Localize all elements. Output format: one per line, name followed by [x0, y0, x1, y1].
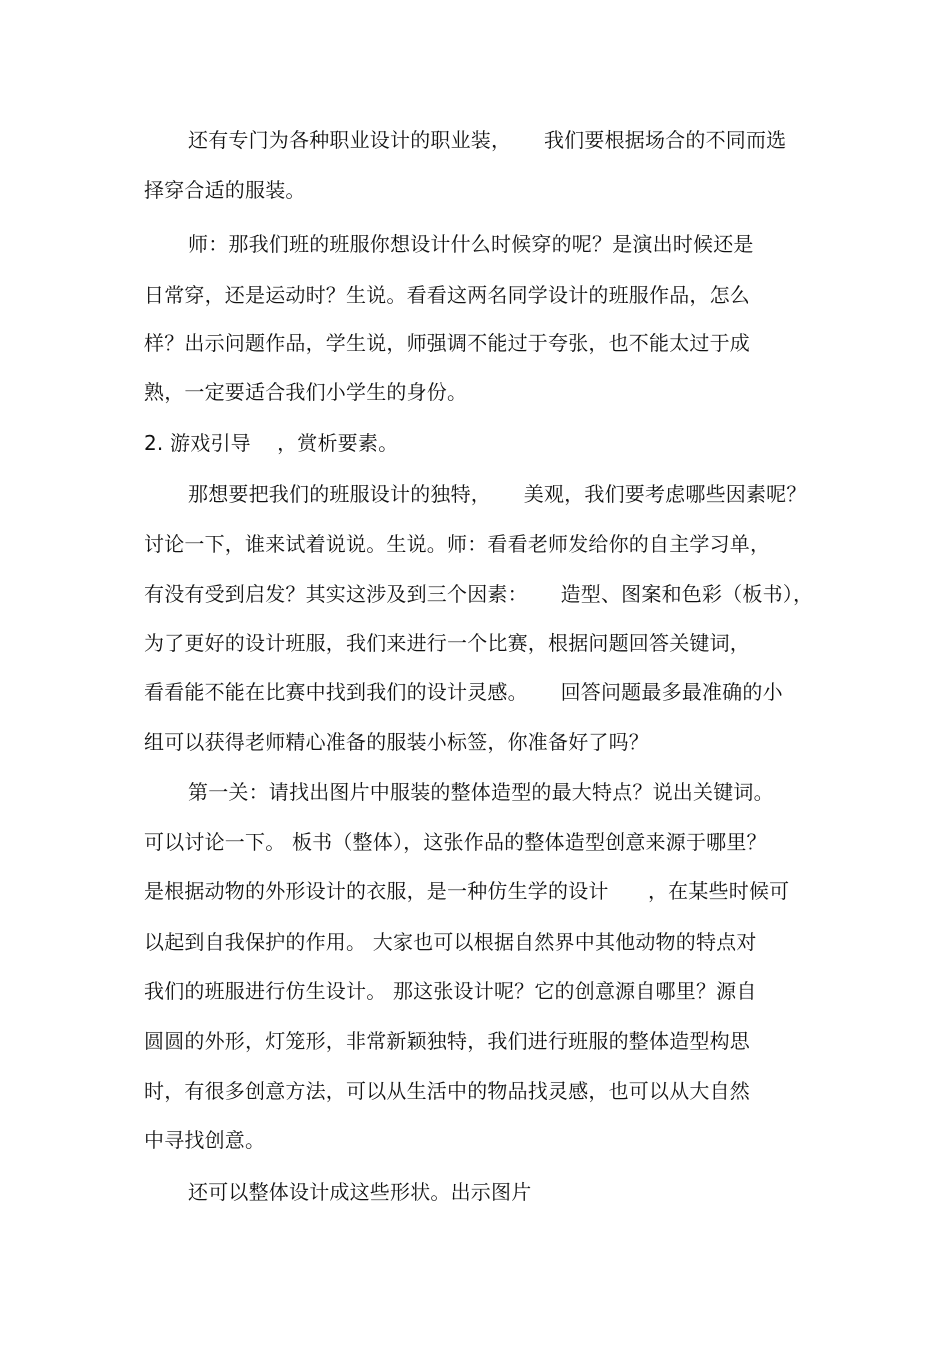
paragraph-line: 我们的班服进行仿生设计。 那这张设计呢？它的创意源自哪里？源自 — [144, 979, 757, 1003]
paragraph-line: 日常穿，还是运动时？生说。看看这两名同学设计的班服作品，怎么 — [144, 283, 750, 307]
paragraph-line: 圆圆的外形，灯笼形，非常新颖独特，我们进行班服的整体造型构思 — [144, 1029, 750, 1053]
paragraph-line: 那想要把我们的班服设计的独特， 美观，我们要考虑哪些因素呢？ — [188, 482, 807, 506]
paragraph-line: 组可以获得老师精心准备的服装小标签，你准备好了吗？ — [144, 730, 649, 754]
paragraph-line: 第一关：请找出图片中服装的整体造型的最大特点？说出关键词。 — [188, 780, 774, 804]
paragraph-line: 以起到自我保护的作用。 大家也可以根据自然界中其他动物的特点对 — [144, 930, 757, 954]
paragraph-line: 有没有受到启发？其实这涉及到三个因素： 造型、图案和色彩（板书）， — [144, 582, 814, 606]
paragraph-line: 熟，一定要适合我们小学生的身份。 — [144, 380, 468, 404]
paragraph-line: 讨论一下，谁来试着说说。生说。师：看看老师发给你的自主学习单， — [144, 532, 771, 556]
paragraph-line: 师：那我们班的班服你想设计什么时候穿的呢？是演出时候还是 — [188, 232, 754, 256]
paragraph-line: 可以讨论一下。 板书（整体），这张作品的整体造型创意来源于哪里？ — [144, 830, 767, 854]
paragraph-line: 样？出示问题作品，学生说，师强调不能过于夸张，也不能太过于成 — [144, 331, 750, 355]
paragraph-line: 看看能不能在比赛中找到我们的设计灵感。 回答问题最多最准确的小 — [144, 680, 783, 704]
paragraph-line: 还有专门为各种职业设计的职业装， 我们要根据场合的不同而选 — [188, 128, 787, 152]
paragraph-line: 为了更好的设计班服，我们来进行一个比赛，根据问题回答关键词， — [144, 631, 750, 655]
paragraph-line: 时，有很多创意方法，可以从生活中的物品找灵感，也可以从大自然 — [144, 1079, 750, 1103]
section-heading: 2. 游戏引导 ，赏析要素。 — [144, 431, 399, 455]
paragraph-line: 中寻找创意。 — [144, 1128, 266, 1152]
paragraph-line: 择穿合适的服装。 — [144, 178, 306, 202]
paragraph-line: 是根据动物的外形设计的衣服，是一种仿生学的设计 ，在某些时候可 — [144, 879, 790, 903]
paragraph-line: 还可以整体设计成这些形状。出示图片 — [188, 1180, 532, 1204]
